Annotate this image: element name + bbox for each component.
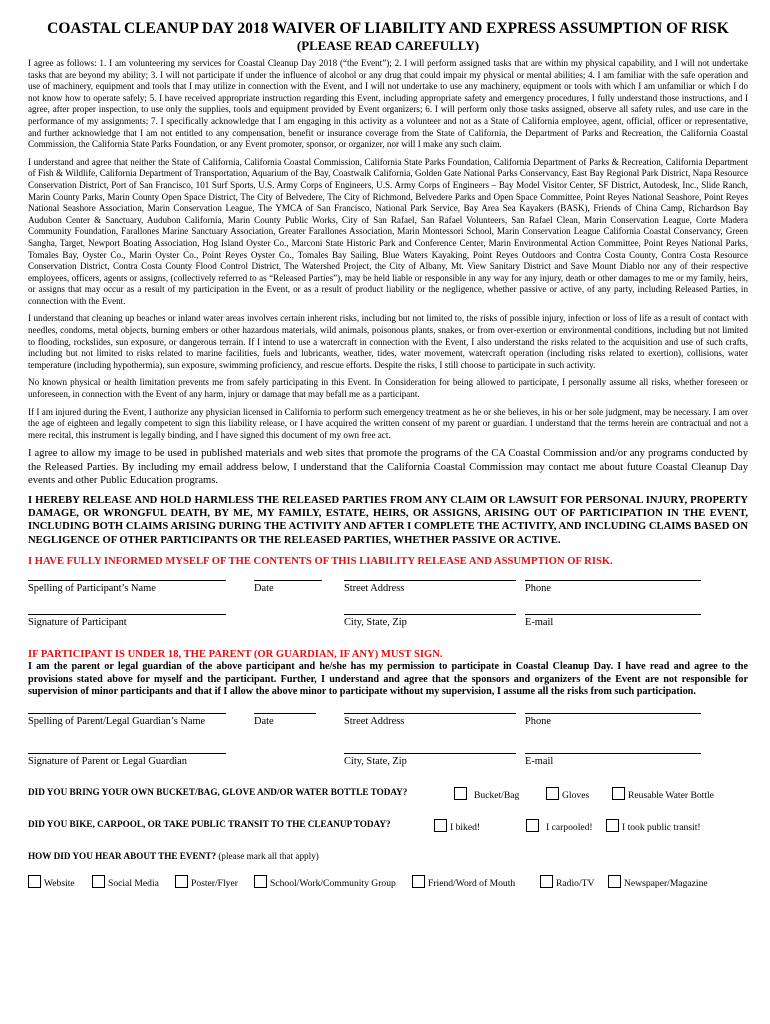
question-hear-about-note: (please mark all that apply) xyxy=(218,851,319,862)
health-paragraph: No known physical or health limitation prevents me from safely participating in this Event. In Consideration for being allowed to participate, I personally assume all risks, whether foreseen or unforeseen, in connection with the Event of any harm, injury or damage that may befall me as a participant. xyxy=(28,377,748,400)
checkbox-school-work[interactable] xyxy=(254,875,396,889)
guardian-name-label: Spelling of Parent/Legal Guardian’s Name xyxy=(28,716,206,728)
question-bring-own xyxy=(28,787,748,809)
checkbox-icon xyxy=(254,875,267,888)
checkbox-biked[interactable] xyxy=(434,819,480,833)
guardian-email-label: E-mail xyxy=(525,756,554,768)
image-consent-paragraph: I agree to allow my image to be used in published materials and web sites that promote the programs of the CA Coastal Commission and/or any programs conducted by the Released Parties. By including my email address below, I understand that the California Coastal Commission may contact me about future Coastal Cleanup Day events and other Public Education programs. xyxy=(28,448,748,487)
participant-phone-field[interactable] xyxy=(525,580,701,594)
gloves-label: Gloves xyxy=(562,790,590,802)
checkbox-icon xyxy=(454,787,467,800)
checkbox-icon xyxy=(175,875,188,888)
checkbox-icon xyxy=(412,875,425,888)
participant-date-label: Date xyxy=(254,583,274,595)
question-hear-about xyxy=(28,851,748,873)
school-work-label: School/Work/Community Group xyxy=(270,878,396,890)
checkbox-icon xyxy=(434,819,447,832)
guardian-row-2 xyxy=(28,753,748,787)
guardian-email-field[interactable] xyxy=(525,753,701,767)
checkbox-icon xyxy=(546,787,559,800)
guardian-city-field[interactable] xyxy=(344,753,516,767)
participant-row-1 xyxy=(28,580,748,614)
checkbox-poster-flyer[interactable] xyxy=(175,875,238,889)
informed-statement: I HAVE FULLY INFORMED MYSELF OF THE CONTENTS OF THIS LIABILITY RELEASE AND ASSUMPTION OF RISK. xyxy=(28,556,613,568)
medical-consent-paragraph: If I am injured during the Event, I authorize any physician licensed in California to perform such emergency treatment as he or she believes, in his or her sole judgment, may be necessary. I am over the age of eighteen and legally competent to sign this liability release, or I have acquired the written consent of my parent or guardian. I understand that the terms herein are contractual and not a mere recital, this instrument is legally binding, and I have signed this document of my own free act. xyxy=(28,406,748,440)
friend-label: Friend/Word of Mouth xyxy=(428,878,516,890)
participant-signature-label: Signature of Participant xyxy=(28,617,127,629)
checkbox-water-bottle[interactable] xyxy=(612,787,714,801)
question-hear-about-text: HOW DID YOU HEAR ABOUT THE EVENT? xyxy=(28,851,217,862)
guardian-date-label: Date xyxy=(254,716,274,728)
checkbox-radio-tv[interactable] xyxy=(540,875,594,889)
guardian-address-label: Street Address xyxy=(344,716,405,728)
participant-signature-field[interactable] xyxy=(28,614,226,628)
checkbox-icon xyxy=(526,819,539,832)
agreement-paragraph: I agree as follows: 1. I am volunteering my services for Coastal Cleanup Day 2018 (“the Event”); 2. I will perform assigned tasks that are within my physical capability, and I will not undertake tasks that are beyond my ability; 3. I will not participate if under the influence of alcohol or any drug that could impair my physical or mental abilities; 4. I am familiar with the safe operation and use of machinery, equipment and tools that I may utilize in connection with the Event, and I will not undertake to use any machinery, equipment or tools with which I am unfamiliar or which I do not know how to operate safely; 5. I have received appropriate instruction regarding this Event, including appropriate safety and emergency procedures, I fully understand those instructions, and I agree, after proper inspection, to use only the supplies, tools and equipment provided by Event organizers; 6. I will perform only those tasks assigned, observe all safety rules, and use care in the performance of my assignments; 7. I specifically acknowledge that I am engaging in this activity as a volunteer and not as a State of California employee, agent, official, officer or representative, and further acknowledge that I am not entitled to any compensation, benefit or insurance coverage from the State of California, the Department of Parks and Recreation, the California Coastal Commission, the California State Parks Foundation, or any Event promoter, sponsor, or organizer, nor will I make any such claim. xyxy=(28,58,748,150)
guardian-phone-label: Phone xyxy=(525,716,551,728)
inherent-risks-paragraph: I understand that cleaning up beaches or inland water areas involves certain inherent risks, including but not limited to, the risks of possible injury, infection or loss of life as a result of contact with needles, condoms, metal objects, burning embers or other hazardous materials, wild animals, poisonous plants, snakes, or from over-exertion or environmental conditions, including but not limited to flooding, rockslides, sun exposure, or dangerous terrain. If I intend to use a watercraft in connection with the Event, I also understand the risks related to the acquisition and use of such crafts, including but not limited to risks related to marine facilities, fuels and lubricants, weather, tides, water movement, watercraft operation (including risks related to exertion), collisions, water temperature (including hypothermia), sun exposure, swimming proficiency, and rescue efforts. Despite the risks, I still choose to participate in such activity. xyxy=(28,313,748,370)
minor-paragraph: I am the parent or legal guardian of the above participant and he/she has my permission to participate in Coastal Cleanup Day. I have read and agree to the provisions stated above for myself and the participant. Further, I understand and agree that the sponsors and organizers of the Event are not responsible for supervision of minor participants and that if I allow the above minor to participate without my supervision, I assume all the risks from such participation. xyxy=(28,661,748,698)
water-bottle-label: Reusable Water Bottle xyxy=(628,790,714,802)
public-transit-label: I took public transit! xyxy=(622,822,701,834)
guardian-signature-label: Signature of Parent or Legal Guardian xyxy=(28,756,187,768)
checkbox-icon xyxy=(608,875,621,888)
participant-address-label: Street Address xyxy=(344,583,405,595)
participant-address-field[interactable] xyxy=(344,580,516,594)
checkbox-carpooled[interactable] xyxy=(526,819,593,833)
checkbox-bucket-bag[interactable] xyxy=(454,787,519,801)
document-subtitle: (PLEASE READ CAREFULLY) xyxy=(296,38,480,53)
release-paragraph: I HEREBY RELEASE AND HOLD HARMLESS THE RELEASED PARTIES FROM ANY CLAIM OR LAWSUIT FOR PERSONAL INJURY, PROPERTY DAMAGE, OR WRONGFUL DEATH, BY ME, MY FAMILY, ESTATE, HEIRS, OR ASSIGNS, ARISING OUT OF PARTICIPATION IN THE EVENT, INCLUDING BOTH CLAIMS ARISING DURING THE ACTIVITY AND AFTER I COMPLETE THE ACTIVITY, AND INCLUDING CLAIMS BASED ON NEGLIGENCE OF OTHER PARTICIPANTS OR THE RELEASED PARTIES, WHETHER PASSIVE OR ACTIVE. xyxy=(28,494,748,546)
guardian-phone-field[interactable] xyxy=(525,713,701,727)
question-bring-own-text: DID YOU BRING YOUR OWN BUCKET/BAG, GLOVE AND/OR WATER BOTTLE TODAY? xyxy=(28,787,408,798)
bucket-bag-label: Bucket/Bag xyxy=(474,790,520,802)
guardian-date-field[interactable] xyxy=(254,713,316,727)
waiver-document xyxy=(28,20,748,895)
checkbox-gloves[interactable] xyxy=(546,787,589,801)
checkbox-icon xyxy=(28,875,41,888)
participant-phone-label: Phone xyxy=(525,583,551,595)
checkbox-newspaper[interactable] xyxy=(608,875,708,889)
participant-city-field[interactable] xyxy=(344,614,516,628)
checkbox-icon xyxy=(606,819,619,832)
question-transport-text: DID YOU BIKE, CARPOOL, OR TAKE PUBLIC TRANSIT TO THE CLEANUP TODAY? xyxy=(28,819,391,830)
radio-tv-label: Radio/TV xyxy=(556,878,595,890)
participant-name-label: Spelling of Participant’s Name xyxy=(28,583,156,595)
participant-email-field[interactable] xyxy=(525,614,701,628)
newspaper-label: Newspaper/Magazine xyxy=(624,878,708,890)
question-transport xyxy=(28,819,748,841)
participant-city-label: City, State, Zip xyxy=(344,617,407,629)
hear-about-options xyxy=(28,875,748,895)
checkbox-icon xyxy=(612,787,625,800)
participant-name-field[interactable] xyxy=(28,580,226,594)
participant-date-field[interactable] xyxy=(254,580,322,594)
biked-label: I biked! xyxy=(450,822,481,834)
poster-flyer-label: Poster/Flyer xyxy=(191,878,238,890)
participant-email-label: E-mail xyxy=(525,617,554,629)
checkbox-icon xyxy=(92,875,105,888)
released-parties-paragraph: I understand and agree that neither the State of California, California Coastal Commission, California State Parks Foundation, California Department of Parks & Recreation, California Department of Fish & Wildlife, California Department of Transportation, Aquarium of the Bay, Coastwalk California, Golden Gate National Parks Conservancy, East Bay Regional Park District, Napa Resource Conservation District, Port of San Francisco, 101 Surf Sports, U.S. Army Corps of Engineers, U.S. Army Corps of Engineers – Bay Model Visitor Center, SF District, Autodesk, Inc., Slide Ranch, Marin County Parks, Marin County Open Space District, The City of Belvedere, The City of Richmond, Belvedere Parks and Open Space Committee, Point Reyes National Seashore, Point Reyes National Seashore Association, Marin Conservation League, The YMCA of San Francisco, National Park Service, Bay Area Sea Kayakers (BASK), Friends of China Camp, Richardson Bay Audubon Center & Sanctuary, Audubon California, Marin County Public Works, City of San Rafael, San Rafael Volunteers, San Rafael Clean, Marin Conservation League, Corte Madera Community Foundation, Farallones Marine Sanctuary Association, Greater Farallones Association, Marin Montessori School, Marin Conservation League California Coastal Conservancy, Green Sangha, Target, Newport Boating Association, Hog Island Oyster Co., Marconi State Historic Park and Conference Center, Marin Environmental Action Committee, Point Reyes National Parks, Tomales Bay, Oyster Co., Marin Oyster Co., Point Reyes Oyster Co., Tomales Bay Sailing, Blue Waters Kayaking, Point Reyes Outdoors and Contra Costa County, Contra Costa Resource Conservation District, Contra Costa County Flood Control District, The Watershed Project, the City of Albany, Mt. View Sanitary District and Save Mount Diablo nor any of their respective employees, officers, agents or assigns, (collectively referred to as “Released Parties”), may be held liable or responsible in any way for any injury, death or other damages to me or my family, heirs, or assigns that may occur as a result of my participation in the Event, or as a result of product liability or the negligence, whether passive or active, of any party, including Released Parties, in connection with the Event. xyxy=(28,156,748,306)
document-title: COASTAL CLEANUP DAY 2018 WAIVER OF LIABILITY AND EXPRESS ASSUMPTION OF RISK xyxy=(47,20,729,37)
guardian-city-label: City, State, Zip xyxy=(344,756,407,768)
guardian-row-1 xyxy=(28,713,748,747)
checkbox-icon xyxy=(540,875,553,888)
participant-row-2 xyxy=(28,614,748,648)
carpooled-label: I carpooled! xyxy=(546,822,593,834)
website-label: Website xyxy=(44,878,75,890)
checkbox-public-transit[interactable] xyxy=(606,819,701,833)
guardian-signature-field[interactable] xyxy=(28,753,226,767)
social-media-label: Social Media xyxy=(108,878,159,890)
guardian-name-field[interactable] xyxy=(28,713,226,727)
checkbox-social-media[interactable] xyxy=(92,875,159,889)
minor-heading: IF PARTICIPANT IS UNDER 18, THE PARENT (OR GUARDIAN, IF ANY) MUST SIGN. xyxy=(28,649,443,661)
guardian-address-field[interactable] xyxy=(344,713,516,727)
checkbox-website[interactable] xyxy=(28,875,75,889)
checkbox-friend[interactable] xyxy=(412,875,515,889)
